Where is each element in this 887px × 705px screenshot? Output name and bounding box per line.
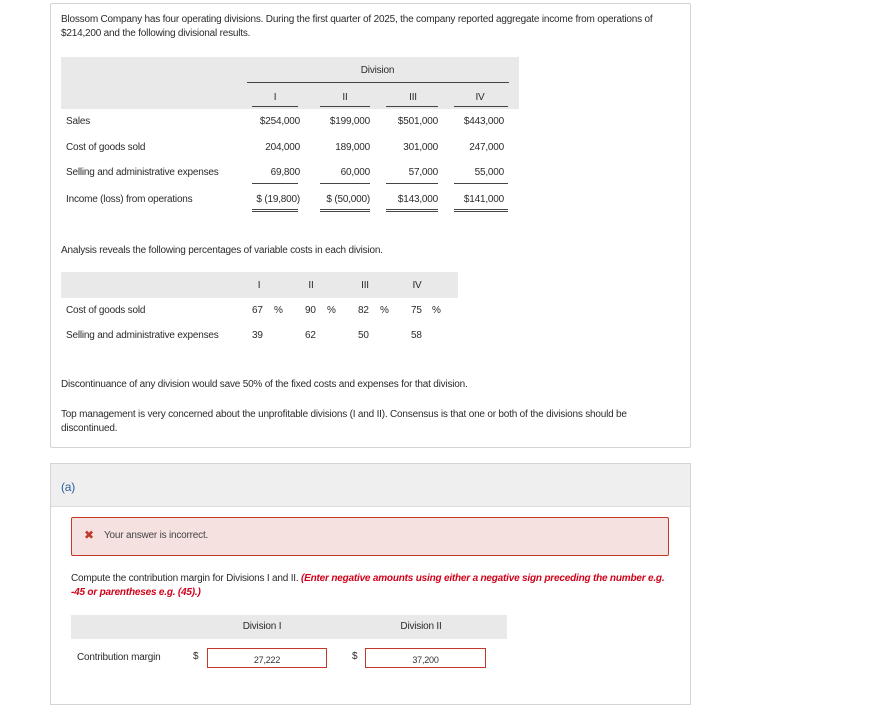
percent-sign: % <box>274 305 283 316</box>
col-header-i: I <box>273 92 277 103</box>
income-underline-ii <box>320 209 370 210</box>
cell-income-iii: $143,000 <box>397 194 438 205</box>
col-underline-iii <box>386 106 438 107</box>
row-label-income: Income (loss) from operations <box>66 194 193 205</box>
percent-sign: % <box>432 305 441 316</box>
cell-cogs-ii: 189,000 <box>335 142 370 153</box>
currency-sign-i: $ <box>193 651 199 662</box>
currency-sign-ii: $ <box>352 651 358 662</box>
cell-cogs-iii: 301,000 <box>403 142 438 153</box>
cell-cogs-iv: 247,000 <box>469 142 504 153</box>
income-dbl-underline-iii <box>386 211 438 212</box>
col-header-ii: II <box>342 92 348 103</box>
cell-income-iv: $141,000 <box>463 194 504 205</box>
income-dbl-underline-ii <box>320 211 370 212</box>
var-sa-iv: 58 <box>411 330 422 341</box>
cell-cogs-i: 204,000 <box>265 142 300 153</box>
sa-underline-ii <box>320 183 370 184</box>
division-underline <box>247 82 509 83</box>
management-text: Top management is very concerned about the unprofitable divisions (I and II). Consensus is that one or both of the divisions should be discontinued. <box>61 409 627 434</box>
instruction-note: (Enter negative amounts using either a negative sign preceding the number e.g. -45 or parentheses e.g. (45).) <box>71 573 665 598</box>
income-underline-iv <box>454 209 508 210</box>
cell-income-ii: $ (50,000) <box>326 194 370 205</box>
var-sa-ii: 62 <box>305 330 316 341</box>
cell-sales-ii: $199,000 <box>329 116 370 127</box>
var-col-header-ii: II <box>308 280 314 291</box>
cell-sa-iv: 55,000 <box>474 167 504 178</box>
sa-underline-iv <box>454 183 508 184</box>
contribution-margin-division-ii-input[interactable] <box>365 648 486 668</box>
income-underline-i <box>252 209 298 210</box>
percent-sign: % <box>380 305 389 316</box>
analysis-text: Analysis reveals the following percentages of variable costs in each division. <box>61 245 383 256</box>
sa-underline-i <box>252 183 298 184</box>
cell-sales-iii: $501,000 <box>397 116 438 127</box>
col-underline-i <box>252 106 298 107</box>
results-table-header <box>61 57 519 109</box>
var-cogs-ii: 90 <box>305 305 316 316</box>
col-underline-ii <box>320 106 370 107</box>
sa-underline-iii <box>386 183 438 184</box>
var-cogs-iii: 82 <box>358 305 369 316</box>
income-dbl-underline-i <box>252 211 298 212</box>
var-sa-iii: 50 <box>358 330 369 341</box>
instruction-main: Compute the contribution margin for Divisions I and II. <box>71 573 299 584</box>
col-underline-iv <box>454 106 508 107</box>
income-dbl-underline-iv <box>454 211 508 212</box>
row-label-sa: Selling and administrative expenses <box>66 167 219 178</box>
col-header-iv: IV <box>475 92 485 103</box>
var-col-header-iii: III <box>361 280 369 291</box>
input-value-ii: 37,200 <box>412 655 439 665</box>
var-col-header-iv: IV <box>412 280 422 291</box>
cell-income-i: $ (19,800) <box>256 194 300 205</box>
cell-sa-i: 69,800 <box>270 167 300 178</box>
percent-sign: % <box>327 305 336 316</box>
var-row-label-cogs: Cost of goods sold <box>66 305 146 316</box>
part-label: (a) <box>61 480 76 494</box>
cell-sales-iv: $443,000 <box>463 116 504 127</box>
var-cogs-i: 67 <box>252 305 263 316</box>
var-sa-i: 39 <box>252 330 263 341</box>
discontinuance-text: Discontinuance of any division would save 50% of the fixed costs and expenses for that division. <box>61 379 468 390</box>
cell-sa-ii: 60,000 <box>340 167 370 178</box>
division-group-header: Division <box>360 65 395 76</box>
answer-header-division-ii: Division II <box>400 621 442 632</box>
income-underline-iii <box>386 209 438 210</box>
input-value-i: 27,222 <box>253 655 281 665</box>
part-a-header <box>51 464 690 507</box>
row-label-cogs: Cost of goods sold <box>66 142 146 153</box>
col-header-iii: III <box>409 92 417 103</box>
close-icon: ✖ <box>84 528 94 542</box>
row-label-sales: Sales <box>66 116 91 127</box>
feedback-text: Your answer is incorrect. <box>104 530 209 541</box>
var-col-header-i: I <box>257 280 261 291</box>
var-cogs-iv: 75 <box>411 305 422 316</box>
answer-row-label: Contribution margin <box>77 652 161 663</box>
var-row-label-sa: Selling and administrative expenses <box>66 330 219 341</box>
intro-text: Blossom Company has four operating divisions. During the first quarter of 2025, the company reported aggregate income from operations of $214,200 and the following divisional results. <box>61 14 653 39</box>
cell-sales-i: $254,000 <box>259 116 300 127</box>
cell-sa-iii: 57,000 <box>408 167 438 178</box>
contribution-margin-division-i-input[interactable] <box>207 648 327 668</box>
answer-header-division-i: Division I <box>242 621 282 632</box>
instruction-text <box>71 572 671 600</box>
